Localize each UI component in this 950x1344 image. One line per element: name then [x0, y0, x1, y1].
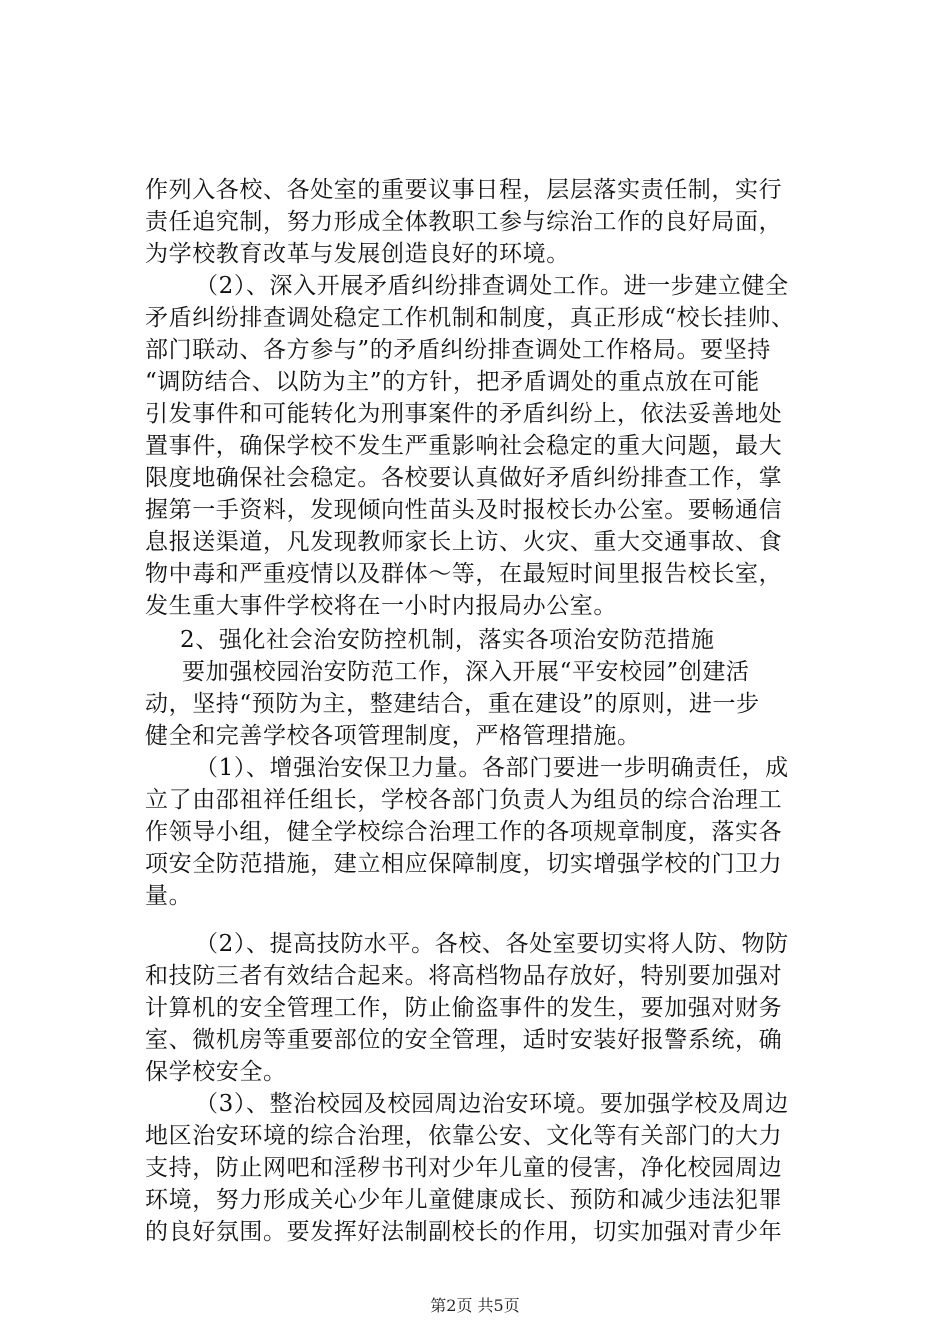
text-line: 作领导小组，健全学校综合治理工作的各项规章制度，落实各: [145, 819, 783, 845]
text-line: （3）、整治校园及校园周边治安环境。要加强学校及周边: [195, 1091, 789, 1117]
text-line: 物中毒和严重疫情以及群体～等，在最短时间里报告校长室，: [145, 561, 783, 587]
text-line: 置事件，确保学校不发生严重影响社会稳定的重大问题，最大: [145, 433, 783, 459]
text-line: 为学校教育改革与发展创造良好的环境。: [145, 241, 570, 267]
text-line: 保学校安全。: [145, 1059, 287, 1085]
text-line: 握第一手资料，发现倾向性苗头及时报校长办公室。要畅通信: [145, 497, 783, 523]
text-line: 和技防三者有效结合起来。将高档物品存放好，特别要加强对: [145, 963, 783, 989]
text-line: 息报送渠道，凡发现教师家长上访、火灾、重大交通事故、食: [145, 529, 783, 555]
text-line: （2）、深入开展矛盾纠纷排查调处工作。进一步建立健全: [195, 273, 789, 299]
text-line: （2）、提高技防水平。各校、各处室要切实将人防、物防: [195, 931, 789, 957]
text-line: 引发事件和可能转化为刑事案件的矛盾纠纷上，依法妥善地处: [145, 401, 783, 427]
text-line: 矛盾纠纷排查调处稳定工作机制和制度，真正形成“校长挂帅、: [145, 305, 795, 331]
text-line: 支持，防止网吧和淫秽书刊对少年儿童的侵害，净化校园周边: [145, 1155, 783, 1181]
text-line: （1）、增强治安保卫力量。各部门要进一步明确责任，成: [195, 755, 789, 781]
page-footer: 第2页 共5页: [430, 1296, 520, 1315]
text-line: 健全和完善学校各项管理制度，严格管理措施。: [145, 723, 641, 749]
text-line: 动，坚持“预防为主，整建结合，重在建设”的原则，进一步: [145, 691, 760, 717]
text-line: 项安全防范措施，建立相应保障制度，切实增强学校的门卫力: [145, 851, 783, 877]
text-line: 量。: [145, 883, 193, 909]
text-line: 地区治安环境的综合治理，依靠公安、文化等有关部门的大力: [145, 1123, 783, 1149]
text-line: 立了由邵祖祥任组长，学校各部门负责人为组员的综合治理工: [145, 787, 783, 813]
text-line: “调防结合、以防为主”的方针，把矛盾调处的重点放在可能: [145, 369, 760, 395]
text-line: 限度地确保社会稳定。各校要认真做好矛盾纠纷排查工作，掌: [145, 465, 783, 491]
text-line: 计算机的安全管理工作，防止偷盗事件的发生，要加强对财务: [145, 995, 783, 1021]
text-line: 室、微机房等重要部位的安全管理，适时安装好报警系统，确: [145, 1027, 783, 1053]
text-line: 责任追究制，努力形成全体教职工参与综治工作的良好局面，: [145, 209, 783, 235]
section-heading: 2、强化社会治安防控机制，落实各项治安防范措施: [180, 627, 715, 653]
text-line: 要加强校园治安防范工作，深入开展“平安校园”创建活: [182, 659, 750, 685]
text-line: 环境，努力形成关心少年儿童健康成长、预防和减少违法犯罪: [145, 1187, 783, 1213]
text-line: 部门联动、各方参与”的矛盾纠纷排查调处工作格局。要坚持: [145, 337, 771, 363]
text-line: 发生重大事件学校将在一小时内报局办公室。: [145, 593, 617, 619]
text-line: 作列入各校、各处室的重要议事日程，层层落实责任制，实行: [145, 177, 783, 203]
text-line: 的良好氛围。要发挥好法制副校长的作用，切实加强对青少年: [145, 1219, 783, 1245]
